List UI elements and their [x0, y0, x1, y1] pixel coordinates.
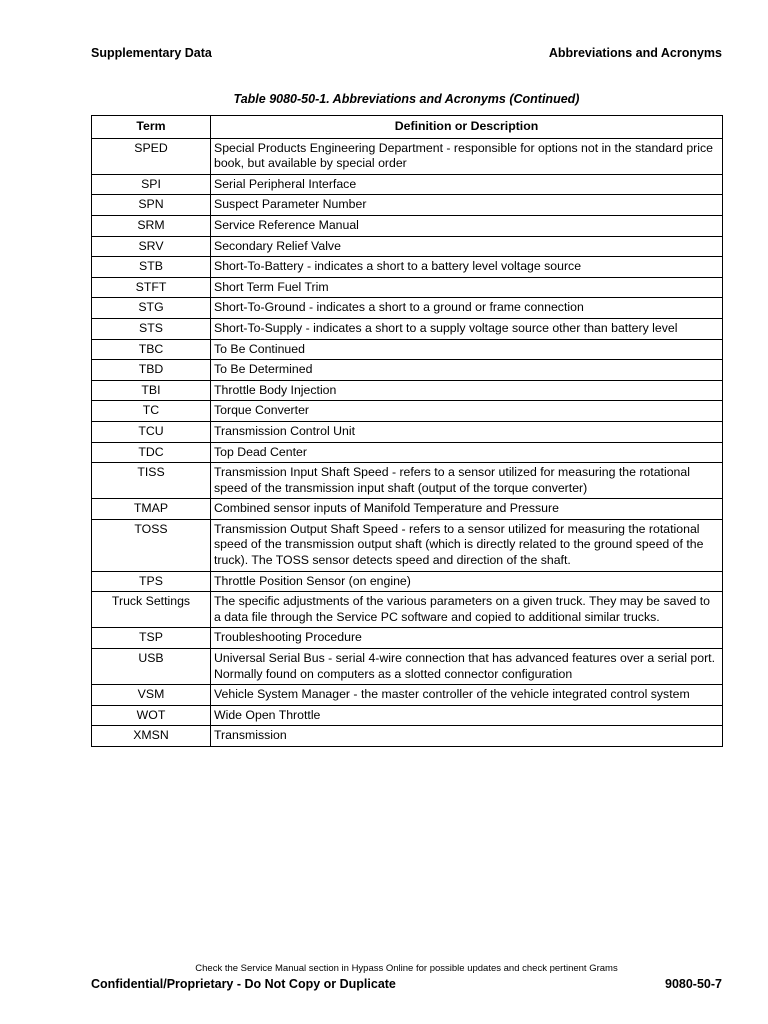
definition-cell: Top Dead Center: [211, 442, 723, 463]
definition-cell: To Be Continued: [211, 339, 723, 360]
term-cell: TBD: [92, 360, 211, 381]
header-section-title: Supplementary Data: [91, 46, 212, 60]
definition-cell: Short-To-Battery - indicates a short to a battery level voltage source: [211, 257, 723, 278]
table-row: [92, 571, 723, 592]
footer-confidential-notice: Confidential/Proprietary - Do Not Copy or Duplicate: [91, 977, 396, 991]
table-row: [92, 215, 723, 236]
table-row: [92, 360, 723, 381]
definition-cell: Troubleshooting Procedure: [211, 628, 723, 649]
term-cell: SRV: [92, 236, 211, 257]
definition-cell: Special Products Engineering Department - responsible for options not in the standard price book, but available by special order: [211, 138, 723, 174]
term-cell: TCU: [92, 421, 211, 442]
definition-cell: Vehicle System Manager - the master controller of the vehicle integrated control system: [211, 685, 723, 706]
definition-cell: Universal Serial Bus - serial 4-wire connection that has advanced features over a serial port. Normally found on computers as a slotted connector configuration: [211, 649, 723, 685]
table-row: [92, 726, 723, 747]
table-row: [92, 463, 723, 499]
definition-cell: Suspect Parameter Number: [211, 195, 723, 216]
definition-cell: Throttle Body Injection: [211, 380, 723, 401]
table-row: [92, 499, 723, 520]
term-cell: TISS: [92, 463, 211, 499]
term-cell: USB: [92, 649, 211, 685]
definition-cell: Throttle Position Sensor (on engine): [211, 571, 723, 592]
term-cell: TOSS: [92, 519, 211, 571]
term-cell: STFT: [92, 277, 211, 298]
table-row: [92, 649, 723, 685]
definition-cell: Wide Open Throttle: [211, 705, 723, 726]
definition-cell: Short-To-Ground - indicates a short to a ground or frame connection: [211, 298, 723, 319]
table-row: [92, 138, 723, 174]
table-row: [92, 685, 723, 706]
term-cell: TBC: [92, 339, 211, 360]
table-caption: Table 9080-50-1. Abbreviations and Acronyms (Continued): [233, 92, 580, 106]
definition-cell: Transmission Control Unit: [211, 421, 723, 442]
table-row: [92, 442, 723, 463]
term-cell: TBI: [92, 380, 211, 401]
column-header-term: Term: [92, 116, 211, 139]
table-row: [92, 298, 723, 319]
table-row: [92, 195, 723, 216]
term-cell: WOT: [92, 705, 211, 726]
definition-cell: Service Reference Manual: [211, 215, 723, 236]
definition-cell: Serial Peripheral Interface: [211, 174, 723, 195]
term-cell: Truck Settings: [92, 592, 211, 628]
definition-cell: Transmission: [211, 726, 723, 747]
table-row: [92, 257, 723, 278]
abbreviations-table: [91, 115, 723, 747]
term-cell: STG: [92, 298, 211, 319]
term-cell: XMSN: [92, 726, 211, 747]
footer-note: Check the Service Manual section in Hypass Online for possible updates and check pertinent Grams: [195, 963, 618, 974]
column-header-definition: Definition or Description: [211, 116, 723, 139]
term-cell: STB: [92, 257, 211, 278]
table-row: [92, 174, 723, 195]
table-row: [92, 236, 723, 257]
table-row: [92, 421, 723, 442]
table-row: [92, 592, 723, 628]
term-cell: TDC: [92, 442, 211, 463]
table-row: [92, 401, 723, 422]
page-number: 9080-50-7: [665, 977, 722, 991]
table-row: [92, 519, 723, 571]
term-cell: TMAP: [92, 499, 211, 520]
definition-cell: Short Term Fuel Trim: [211, 277, 723, 298]
term-cell: STS: [92, 318, 211, 339]
table-row: [92, 339, 723, 360]
term-cell: SPN: [92, 195, 211, 216]
table-row: [92, 628, 723, 649]
table-row: [92, 318, 723, 339]
definition-cell: Secondary Relief Valve: [211, 236, 723, 257]
term-cell: SPED: [92, 138, 211, 174]
definition-cell: The specific adjustments of the various parameters on a given truck. They may be saved to a data file through the Service PC software and copied to additional similar trucks.: [211, 592, 723, 628]
definition-cell: Combined sensor inputs of Manifold Temperature and Pressure: [211, 499, 723, 520]
table-row: [92, 705, 723, 726]
term-cell: SPI: [92, 174, 211, 195]
definition-cell: Transmission Input Shaft Speed - refers to a sensor utilized for measuring the rotational speed of the transmission input shaft (output of the torque converter): [211, 463, 723, 499]
term-cell: VSM: [92, 685, 211, 706]
term-cell: TPS: [92, 571, 211, 592]
term-cell: TSP: [92, 628, 211, 649]
table-header-row: [92, 116, 723, 139]
definition-cell: Transmission Output Shaft Speed - refers to a sensor utilized for measuring the rotational speed of the transmission output shaft (which is directly related to the ground speed of the truck). The TOSS sensor detects speed and direction of the shaft.: [211, 519, 723, 571]
definition-cell: Short-To-Supply - indicates a short to a supply voltage source other than battery level: [211, 318, 723, 339]
term-cell: TC: [92, 401, 211, 422]
definition-cell: Torque Converter: [211, 401, 723, 422]
header-chapter-title: Abbreviations and Acronyms: [548, 46, 722, 60]
table-row: [92, 380, 723, 401]
definition-cell: To Be Determined: [211, 360, 723, 381]
table-row: [92, 277, 723, 298]
term-cell: SRM: [92, 215, 211, 236]
